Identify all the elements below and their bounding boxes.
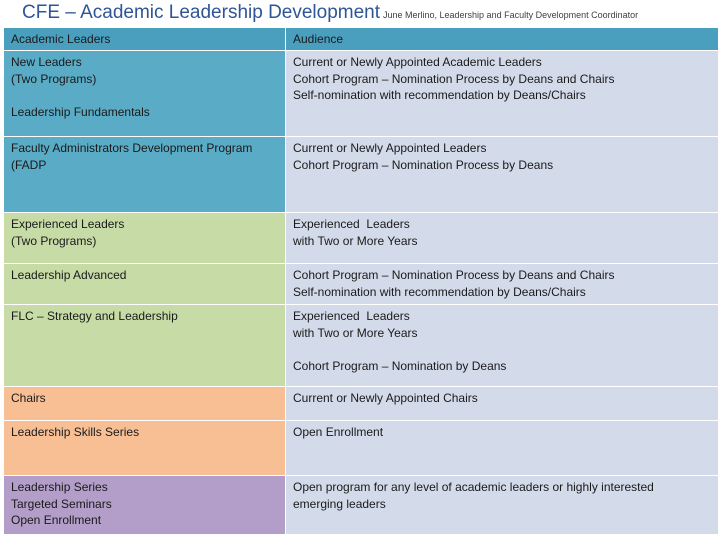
- cell-line: (Two Programs): [11, 71, 97, 86]
- slide-title: CFE – Academic Leadership Development: [22, 2, 381, 23]
- table-row: [4, 387, 719, 421]
- cell-line: Cohort Program – Nomination Process by Deans and Chairs: [293, 71, 615, 86]
- cell-gap: [293, 341, 711, 358]
- cell-line: Experienced Leaders: [293, 309, 410, 323]
- row-leadership-advanced-audience: [286, 264, 719, 305]
- cell-line: Leadership Series: [11, 480, 108, 494]
- table-row: [4, 51, 719, 137]
- program-table: [3, 27, 719, 535]
- cell-line: Chairs: [11, 391, 46, 405]
- slide-header: [0, 0, 720, 27]
- cell-line: with Two or More Years: [293, 233, 418, 248]
- row-chairs-audience: [286, 387, 719, 421]
- cell-line: Cohort Program – Nomination Process by Deans: [293, 157, 554, 172]
- cell-gap: [11, 87, 278, 104]
- row-experienced-leaders-program: [4, 213, 286, 264]
- row-flc-program: [4, 305, 286, 387]
- cell-line: Current or Newly Appointed Chairs: [293, 391, 478, 405]
- cell-line: Open Enrollment: [11, 513, 102, 527]
- table-row: [4, 476, 719, 535]
- cell-line: Faculty Administrators Development Program: [11, 141, 253, 155]
- cell-line: Self-nomination with recommendation by Deans/Chairs: [293, 88, 586, 102]
- cell-line: emerging leaders: [293, 496, 386, 511]
- table-row: [4, 305, 719, 387]
- cell-line: Current or Newly Appointed Academic Leaders: [293, 55, 542, 69]
- cell-line: Leadership Skills Series: [11, 425, 140, 439]
- cell-line: Open program for any level of academic leaders or highly interested: [293, 480, 654, 494]
- table-row: [4, 264, 719, 305]
- row-leadership-series-audience: [286, 476, 719, 535]
- cell-line: Experienced Leaders: [293, 217, 410, 231]
- row-leadership-advanced-program: [4, 264, 286, 305]
- row-fadp-audience: [286, 137, 719, 213]
- column-header-academic-leaders: Academic Leaders: [4, 28, 286, 51]
- table-row: [4, 137, 719, 213]
- row-leadership-series-program: [4, 476, 286, 535]
- slide-subtitle: June Merlino, Leadership and Faculty Development Coordinator: [383, 10, 639, 20]
- row-new-leaders-audience: [286, 51, 719, 137]
- table-row: [4, 421, 719, 476]
- cell-line: Cohort Program – Nomination Process by Deans and Chairs: [293, 268, 615, 282]
- cell-line: with Two or More Years: [293, 325, 418, 340]
- row-new-leaders-program: [4, 51, 286, 137]
- cell-line: New Leaders: [11, 55, 82, 69]
- cell-line: Leadership Fundamentals: [11, 105, 150, 119]
- row-leadership-skills-program: [4, 421, 286, 476]
- cell-line: Current or Newly Appointed Leaders: [293, 141, 487, 155]
- cell-line: Experienced Leaders: [11, 217, 125, 231]
- row-flc-audience: [286, 305, 719, 387]
- cell-line: Self-nomination with recommendation by Deans/Chairs: [293, 284, 586, 299]
- row-fadp-program: [4, 137, 286, 213]
- cell-line: Cohort Program – Nomination by Deans: [293, 359, 507, 373]
- cell-line: (FADP: [11, 157, 47, 172]
- cell-line: Targeted Seminars: [11, 496, 112, 511]
- cell-line: Open Enrollment: [293, 425, 384, 439]
- row-leadership-skills-audience: [286, 421, 719, 476]
- row-chairs-program: [4, 387, 286, 421]
- cell-line: FLC – Strategy and Leadership: [11, 309, 178, 323]
- table-header-row: [4, 28, 719, 51]
- cell-line: Leadership Advanced: [11, 268, 127, 282]
- row-experienced-leaders-audience: [286, 213, 719, 264]
- table-row: [4, 213, 719, 264]
- cell-line: (Two Programs): [11, 233, 97, 248]
- column-header-audience: Audience: [286, 28, 719, 51]
